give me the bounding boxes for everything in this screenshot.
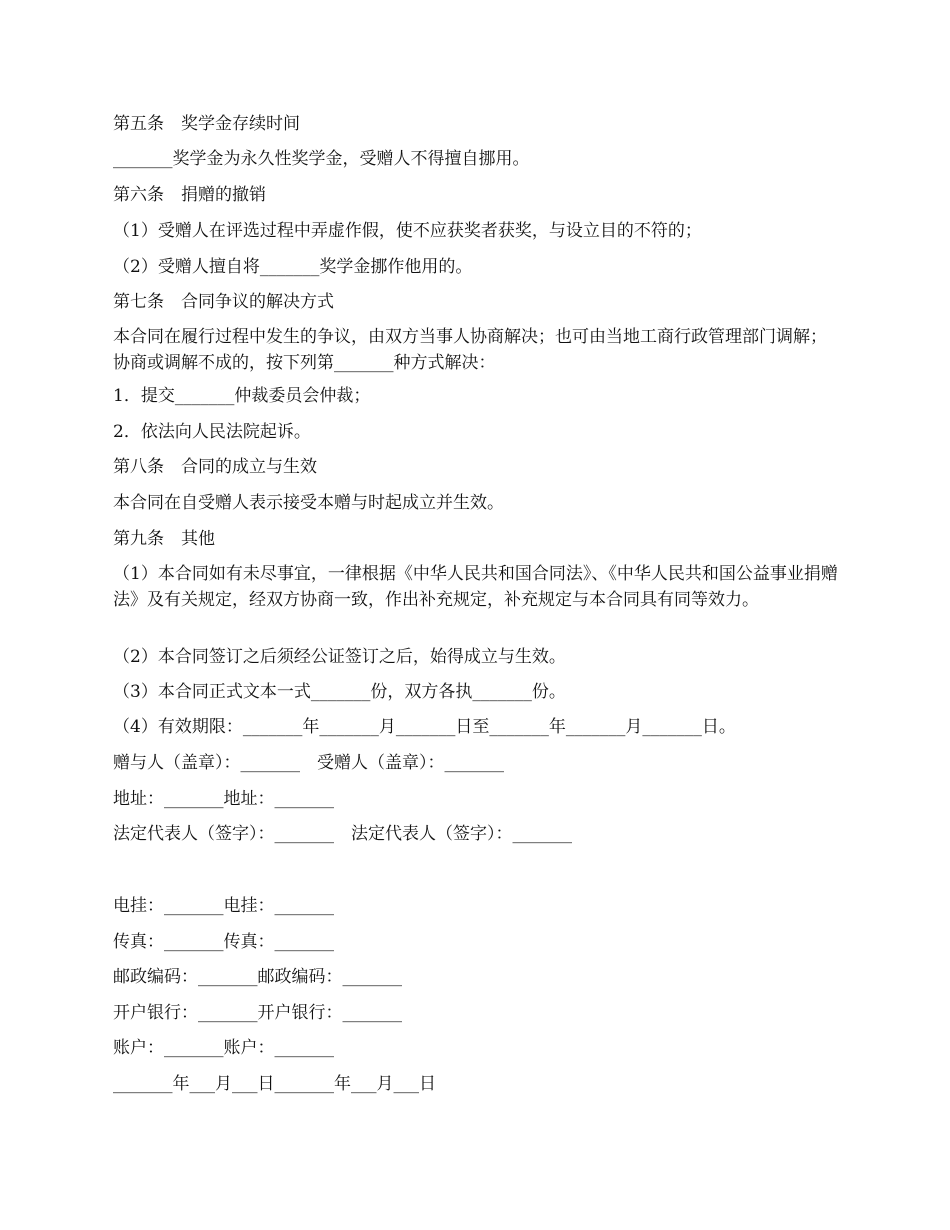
legal-representative-line: 法定代表人（签字）：_______ 法定代表人（签字）：_______ bbox=[113, 824, 572, 844]
article-6-item-2: （2）受赠人擅自将_______奖学金挪作他用的。 bbox=[113, 257, 473, 277]
article-9-item-4: （4）有效期限：_______年_______月_______日至_______年_______月_______日。 bbox=[113, 717, 736, 737]
account-line: 账户：_______账户：_______ bbox=[113, 1038, 334, 1058]
signature-seal-line: 赠与人（盖章）：_______ 受赠人（盖章）：_______ bbox=[113, 753, 504, 773]
article-8-heading: 第八条 合同的成立与生效 bbox=[113, 457, 317, 477]
article-7-heading: 第七条 合同争议的解决方式 bbox=[113, 292, 334, 312]
article-9-item-3: （3）本合同正式文本一式_______份，双方各执_______份。 bbox=[113, 682, 566, 702]
article-9-heading: 第九条 其他 bbox=[113, 529, 215, 549]
article-7-option-1: 1．提交_______仲裁委员会仲裁； bbox=[113, 386, 371, 406]
date-line: _______年___月___日_______年___月___日 bbox=[113, 1074, 436, 1094]
bank-line: 开户银行：_______开户银行：_______ bbox=[113, 1003, 402, 1023]
fax-line: 传真：_______传真：_______ bbox=[113, 932, 334, 952]
article-5-text: _______奖学金为永久性奖学金，受赠人不得擅自挪用。 bbox=[113, 149, 530, 169]
postal-code-line: 邮政编码：_______邮政编码：_______ bbox=[113, 967, 402, 987]
article-8-text: 本合同在自受赠人表示接受本赠与时起成立并生效。 bbox=[113, 493, 504, 513]
article-6-heading: 第六条 捐赠的撤销 bbox=[113, 185, 266, 205]
article-7-text: 本合同在履行过程中发生的争议，由双方当事人协商解决；也可由当地工商行政管理部门调解；协商或调解不成的，按下列第_______种方式解决： bbox=[113, 327, 827, 373]
telegram-line: 电挂：_______电挂：_______ bbox=[113, 896, 334, 916]
article-6-item-1: （1）受赠人在评选过程中弄虚作假，使不应获奖者获奖，与设立目的不符的； bbox=[113, 221, 702, 241]
article-9-item-2: （2）本合同签订之后须经公证签订之后，始得成立与生效。 bbox=[113, 647, 566, 667]
article-5-heading: 第五条 奖学金存续时间 bbox=[113, 114, 300, 134]
article-7-option-2: 2．依法向人民法院起诉。 bbox=[113, 422, 311, 442]
address-line: 地址：_______地址：_______ bbox=[113, 789, 334, 809]
article-9-item-1: （1）本合同如有未尽事宜，一律根据《中华人民共和国合同法》、《中华人民共和国公益事业捐赠法》及有关规定，经双方协商一致，作出补充规定，补充规定与本合同具有同等效力。 bbox=[113, 564, 838, 610]
